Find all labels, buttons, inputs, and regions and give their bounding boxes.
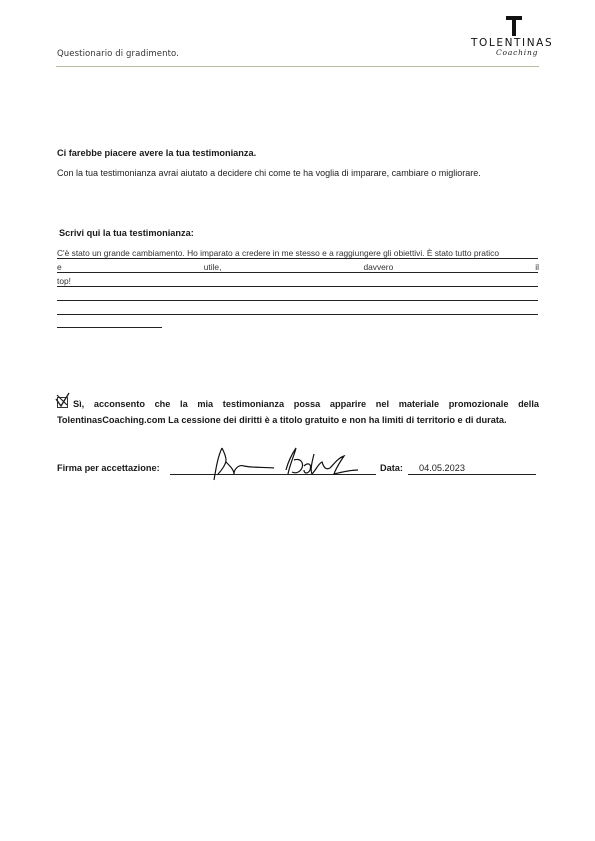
signature-label: Firma per accettazione:: [57, 463, 160, 473]
date-line[interactable]: [408, 474, 536, 475]
testimonial-word: utile,: [203, 262, 222, 272]
page-header-label: Questionario di gradimento.: [57, 49, 179, 59]
header-divider: [56, 66, 539, 67]
testimonial-line-3[interactable]: top!: [57, 276, 71, 286]
answer-rule: [57, 300, 538, 301]
answer-rule: [57, 258, 538, 259]
consent-checkbox[interactable]: [57, 397, 68, 408]
logo-wordmark: TOLENTINAS: [471, 37, 554, 49]
date-label: Data:: [380, 463, 403, 473]
date-value[interactable]: 04.05.2023: [419, 463, 465, 473]
logo-t-icon: [506, 14, 522, 36]
testimonial-line-1[interactable]: C'è stato un grande cambiamento. Ho imparato a credere in me stesso e a raggiungere gli obiettivi. È stato tutto pratico: [57, 248, 499, 258]
answer-rule: [57, 272, 538, 273]
intro-text: Con la tua testimonianza avrai aiutato a decidere chi come te ha voglia di imparare, cambiare o migliorare.: [57, 168, 481, 178]
testimonial-label: Scrivi qui la tua testimonianza:: [59, 228, 194, 238]
intro-title: Ci farebbe piacere avere la tua testimonianza.: [57, 148, 257, 158]
answer-rule: [57, 327, 162, 328]
testimonial-word: e: [57, 262, 62, 272]
answer-rule: [57, 314, 538, 315]
testimonial-word: il: [535, 262, 539, 272]
handwritten-signature: [204, 440, 364, 485]
consent-block: [57, 396, 539, 428]
check-mark-icon: [55, 392, 70, 409]
testimonial-word: davvero: [363, 262, 394, 272]
answer-rule: [57, 286, 538, 287]
logo-script: Coaching: [496, 48, 539, 57]
consent-text: Sì, acconsento che la mia testimonianza possa apparire nel materiale promozionale della TolentinasCoaching.com La cessione dei diritti è a titolo gratuito e non ha limiti di territorio e di durata.: [57, 399, 539, 425]
testimonial-line-2[interactable]: [57, 262, 539, 272]
brand-logo: [466, 14, 562, 60]
